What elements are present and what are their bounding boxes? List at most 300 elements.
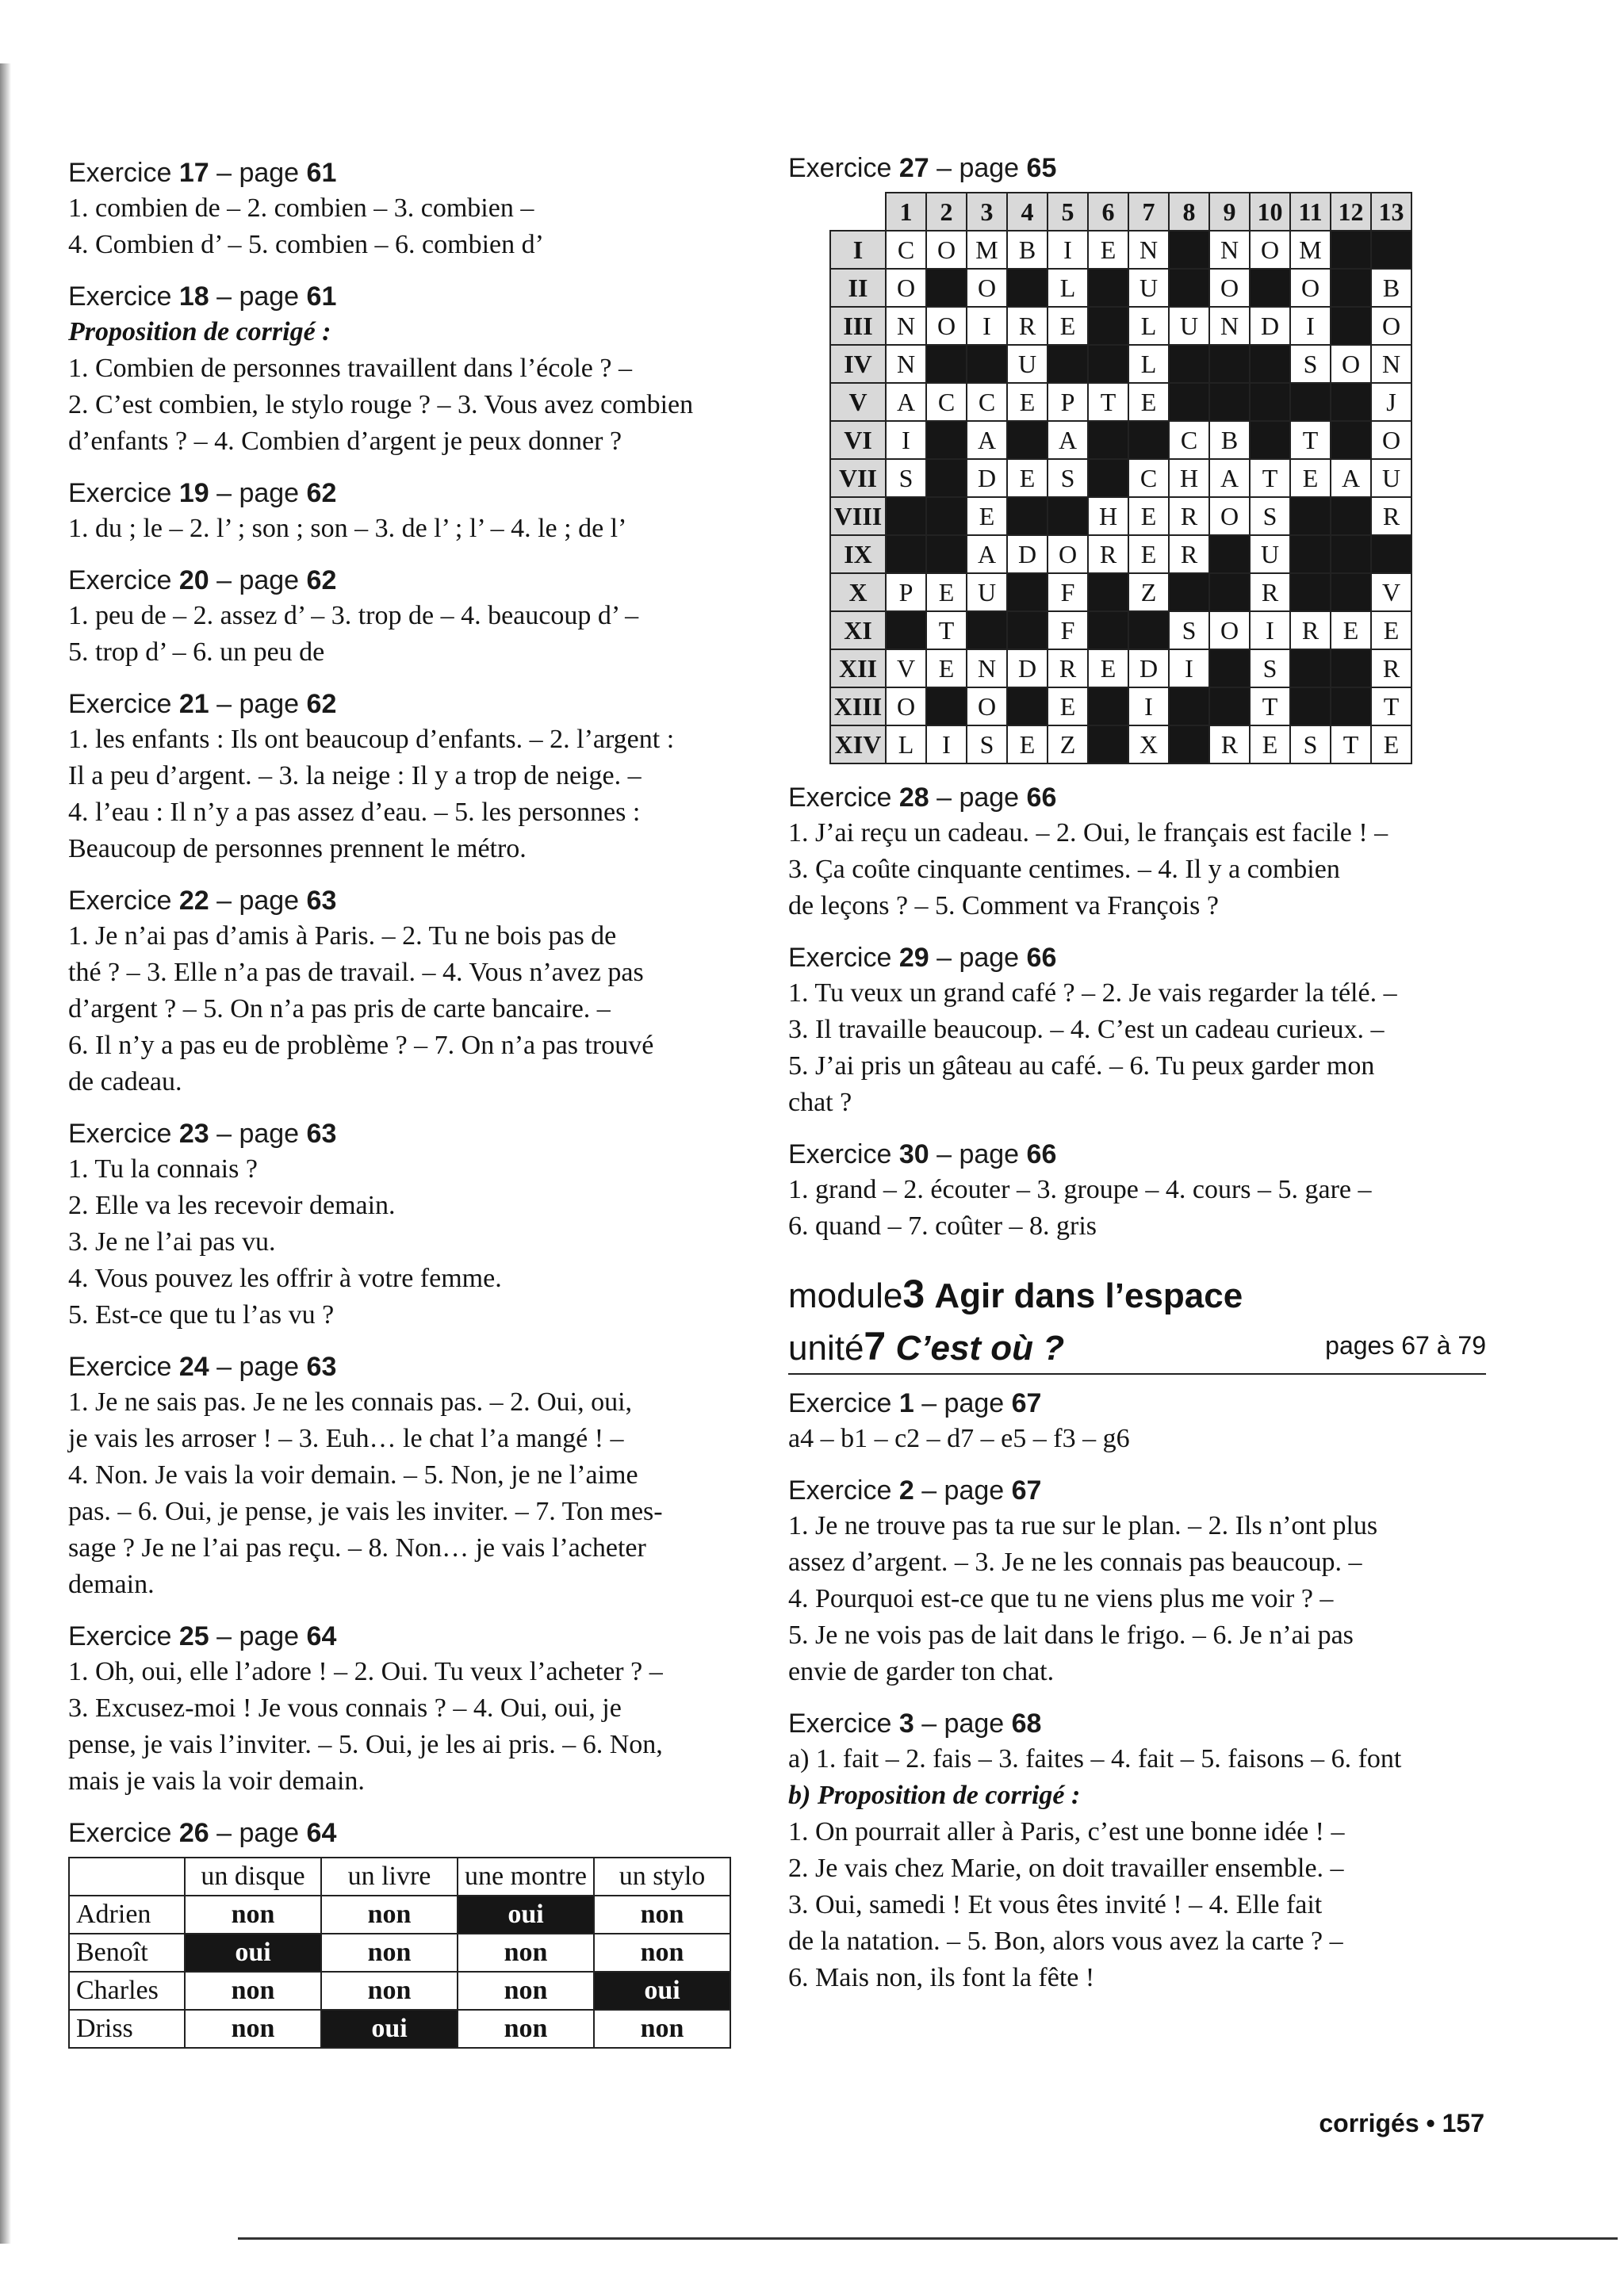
table-row xyxy=(69,1896,730,1934)
crossword-black-cell xyxy=(1048,497,1088,535)
crossword-letter-cell: B xyxy=(1371,269,1411,307)
crossword-black-cell xyxy=(1088,459,1128,497)
exercise-heading xyxy=(68,476,750,511)
crossword-letter-cell: O xyxy=(926,231,967,269)
crossword-column-number: 8 xyxy=(1169,193,1209,231)
exercise-page-sep: – page xyxy=(914,1475,1012,1506)
answer-line: 1. Tu veux un grand café ? – 2. Je vais regarder la télé. – xyxy=(788,978,1397,1008)
answer-line: 2. Je vais chez Marie, on doit travailler ensemble. – xyxy=(788,1854,1344,1883)
exercise-heading xyxy=(68,1349,750,1384)
crossword-letter-cell: V xyxy=(1371,573,1411,611)
crossword-column-number: 11 xyxy=(1290,193,1331,231)
crossword-black-cell xyxy=(926,687,967,725)
module-number: 3 xyxy=(902,1272,925,1316)
table-cell: non xyxy=(594,1896,730,1934)
crossword-letter-cell: E xyxy=(967,497,1007,535)
answer-line: 4. Combien d’ – 5. combien – 6. combien d’ xyxy=(68,230,544,259)
answer-line: de leçons ? – 5. Comment va François ? xyxy=(788,891,1219,920)
crossword-letter-cell: R xyxy=(1048,649,1088,687)
crossword-black-cell xyxy=(1209,687,1250,725)
exercise-18 xyxy=(68,279,750,460)
crossword-letter-cell: O xyxy=(1209,611,1250,649)
table-cell: oui xyxy=(321,2010,458,2048)
crossword-letter-cell: D xyxy=(1007,535,1048,573)
crossword-black-cell xyxy=(1209,345,1250,383)
crossword-black-cell xyxy=(1290,649,1331,687)
crossword-column-number: 10 xyxy=(1250,193,1290,231)
exercise-label: Exercice xyxy=(788,1709,892,1739)
exercise-page-sep: – page xyxy=(929,783,1027,813)
crossword-black-cell xyxy=(1169,725,1209,763)
table-cell: non xyxy=(594,2010,730,2048)
exercise-number: 1 xyxy=(898,1388,914,1418)
exercise-number: 18 xyxy=(178,281,209,312)
module-heading xyxy=(788,1269,1486,1322)
table-cell: oui xyxy=(458,1896,594,1934)
crossword-row xyxy=(830,459,1411,497)
unit7-exercise-1 xyxy=(788,1386,1486,1457)
crossword-row-number: VIII xyxy=(830,497,886,535)
crossword-letter-cell: O xyxy=(1290,269,1331,307)
answer-line: 3. Je ne l’ai pas vu. xyxy=(68,1227,276,1257)
crossword-black-cell xyxy=(1331,497,1371,535)
unit-number: 7 xyxy=(864,1324,887,1368)
crossword-letter-cell: N xyxy=(967,649,1007,687)
crossword-letter-cell: T xyxy=(1290,421,1331,459)
crossword-black-cell xyxy=(886,497,926,535)
crossword-letter-cell: D xyxy=(967,459,1007,497)
exercise-page-number: 63 xyxy=(306,1352,337,1382)
exercise-label: Exercice xyxy=(68,1818,172,1848)
crossword-letter-cell: S xyxy=(1048,459,1088,497)
answer-line: 4. Non. Je vais la voir demain. – 5. Non, je ne l’aime xyxy=(68,1460,638,1490)
exercise-page-number: 66 xyxy=(1026,783,1057,813)
table-cell: non xyxy=(594,1934,730,1972)
crossword-black-cell xyxy=(1128,611,1169,649)
exercise-page-sep: – page xyxy=(914,1709,1012,1739)
answer-line: 1. J’ai reçu un cadeau. – 2. Oui, le français est facile ! – xyxy=(788,818,1388,848)
answer-line: 5. Je ne vois pas de lait dans le frigo. – 6. Je n’ai pas xyxy=(788,1621,1354,1650)
exercise-page-sep: – page xyxy=(209,281,307,312)
table-header-cell: une montre xyxy=(458,1858,594,1896)
exercise-label: Exercice xyxy=(788,1388,892,1418)
exercise-25 xyxy=(68,1619,750,1800)
unit-word: unité xyxy=(788,1329,864,1368)
crossword-letter-cell: E xyxy=(1371,725,1411,763)
crossword-letter-cell: L xyxy=(1048,269,1088,307)
exercise-heading xyxy=(788,1706,1486,1741)
crossword-letter-cell: E xyxy=(1007,383,1048,421)
crossword-black-cell xyxy=(1007,687,1048,725)
exercise-page-number: 62 xyxy=(306,565,337,595)
crossword-letter-cell: O xyxy=(1331,345,1371,383)
exercise-number: 26 xyxy=(178,1818,209,1848)
answer-line: 3. Oui, samedi ! Et vous êtes invité ! – 4. Elle fait xyxy=(788,1890,1323,1919)
crossword-letter-cell: E xyxy=(1128,535,1169,573)
exercise-17 xyxy=(68,155,750,263)
crossword-letter-cell: N xyxy=(1128,231,1169,269)
exercise-page-sep: – page xyxy=(209,1621,307,1651)
exercise-label: Exercice xyxy=(68,281,172,312)
crossword-letter-cell: M xyxy=(967,231,1007,269)
answer-line: 5. J’ai pris un gâteau au café. – 6. Tu peux garder mon xyxy=(788,1051,1375,1081)
crossword-row xyxy=(830,497,1411,535)
table-cell: oui xyxy=(185,1934,321,1972)
exercise-page-number: 62 xyxy=(306,689,337,719)
crossword-letter-cell: I xyxy=(967,307,1007,345)
crossword-letter-cell: O xyxy=(1209,269,1250,307)
crossword-letter-cell: H xyxy=(1169,459,1209,497)
table-header-cell: un disque xyxy=(185,1858,321,1896)
table-row-name: Charles xyxy=(69,1972,185,2010)
crossword-row xyxy=(830,573,1411,611)
exercise-19 xyxy=(68,476,750,547)
crossword-letter-cell: E xyxy=(1128,383,1169,421)
answer-line: 1. Je n’ai pas d’amis à Paris. – 2. Tu ne bois pas de xyxy=(68,921,617,951)
crossword-column-number: 6 xyxy=(1088,193,1128,231)
crossword-letter-cell: S xyxy=(967,725,1007,763)
exercise-26 xyxy=(68,1816,750,2049)
crossword-letter-cell: A xyxy=(967,421,1007,459)
crossword-letter-cell: U xyxy=(1250,535,1290,573)
unit-title: C’est où ? xyxy=(895,1329,1065,1368)
crossword-letter-cell: T xyxy=(1088,383,1128,421)
exercise-number: 29 xyxy=(898,943,929,973)
answer-line: envie de garder ton chat. xyxy=(788,1657,1055,1686)
exercise-heading xyxy=(68,155,750,190)
crossword-letter-cell: C xyxy=(926,383,967,421)
crossword-letter-cell: E xyxy=(926,573,967,611)
exercise-page-number: 63 xyxy=(306,886,337,916)
crossword-letter-cell: R xyxy=(1209,725,1250,763)
crossword-grid xyxy=(829,192,1412,764)
crossword-black-cell xyxy=(1088,611,1128,649)
crossword-row-number: XI xyxy=(830,611,886,649)
crossword-letter-cell: T xyxy=(1371,687,1411,725)
exercise-heading xyxy=(788,1473,1486,1508)
crossword-row-number: III xyxy=(830,307,886,345)
crossword-letter-cell: R xyxy=(1371,649,1411,687)
crossword-black-cell xyxy=(926,269,967,307)
crossword-row xyxy=(830,535,1411,573)
crossword-letter-cell: E xyxy=(1088,649,1128,687)
crossword-letter-cell: H xyxy=(1088,497,1128,535)
crossword-black-cell xyxy=(1290,497,1331,535)
exercise-number: 2 xyxy=(898,1475,914,1506)
answer-line: d’argent ? – 5. On n’a pas pris de carte bancaire. – xyxy=(68,994,611,1024)
crossword-row xyxy=(830,269,1411,307)
crossword-black-cell xyxy=(1088,307,1128,345)
crossword-letter-cell: A xyxy=(1209,459,1250,497)
table-header-cell: un livre xyxy=(321,1858,458,1896)
exercise-number: 19 xyxy=(178,478,209,508)
crossword-black-cell xyxy=(1007,497,1048,535)
crossword-letter-cell: E xyxy=(1088,231,1128,269)
crossword-letter-cell: O xyxy=(1371,307,1411,345)
crossword-letter-cell: T xyxy=(1250,459,1290,497)
crossword-letter-cell: O xyxy=(926,307,967,345)
exercise-24 xyxy=(68,1349,750,1603)
exercise-number: 27 xyxy=(898,153,929,183)
exercise-number: 20 xyxy=(178,565,209,595)
page-footer: corrigés • 157 xyxy=(1319,2109,1484,2137)
crossword-letter-cell: E xyxy=(926,649,967,687)
crossword-letter-cell: D xyxy=(1007,649,1048,687)
crossword-black-cell xyxy=(1371,535,1411,573)
crossword-letter-cell: C xyxy=(886,231,926,269)
crossword-black-cell xyxy=(1290,573,1331,611)
crossword-row xyxy=(830,307,1411,345)
crossword-column-number: 4 xyxy=(1007,193,1048,231)
exercise-label: Exercice xyxy=(788,783,892,813)
crossword-letter-cell: O xyxy=(1209,497,1250,535)
exercise-20 xyxy=(68,563,750,671)
answer-line: 4. Pourquoi est-ce que tu ne viens plus me voir ? – xyxy=(788,1584,1334,1613)
crossword-letter-cell: Z xyxy=(1048,725,1088,763)
exercise-label: Exercice xyxy=(788,1139,892,1169)
crossword-letter-cell: E xyxy=(1290,459,1331,497)
exercise-page-sep: – page xyxy=(929,1139,1027,1169)
crossword-letter-cell: U xyxy=(1007,345,1048,383)
crossword-letter-cell: O xyxy=(886,687,926,725)
crossword-black-cell xyxy=(1169,345,1209,383)
exercise-page-number: 67 xyxy=(1011,1388,1042,1418)
crossword-column-header-row xyxy=(830,193,1411,231)
crossword-black-cell xyxy=(1088,725,1128,763)
table-header-cell: un stylo xyxy=(594,1858,730,1896)
crossword-row-number: V xyxy=(830,383,886,421)
exercise-23 xyxy=(68,1116,750,1334)
crossword-letter-cell: O xyxy=(1250,231,1290,269)
crossword-letter-cell: I xyxy=(1290,307,1331,345)
exercise-subtitle: b) Proposition de corrigé : xyxy=(788,1781,1081,1810)
exercise-number: 24 xyxy=(178,1352,209,1382)
crossword-black-cell xyxy=(1331,307,1371,345)
crossword-column-number: 7 xyxy=(1128,193,1169,231)
crossword-letter-cell: L xyxy=(886,725,926,763)
crossword-letter-cell: J xyxy=(1371,383,1411,421)
crossword-column-number: 2 xyxy=(926,193,967,231)
crossword-letter-cell: E xyxy=(1128,497,1169,535)
bottom-rule xyxy=(238,2237,1618,2240)
answer-line: 4. l’eau : Il n’y a pas assez d’eau. – 5. les personnes : xyxy=(68,798,641,827)
crossword-letter-cell: D xyxy=(1250,307,1290,345)
crossword-black-cell xyxy=(1331,649,1371,687)
exercise-heading xyxy=(68,1816,750,1850)
crossword-row xyxy=(830,345,1411,383)
crossword-letter-cell: I xyxy=(1250,611,1290,649)
crossword-letter-cell: L xyxy=(1128,345,1169,383)
exercise-page-number: 64 xyxy=(306,1621,337,1651)
exercise-label: Exercice xyxy=(68,565,172,595)
crossword-letter-cell: P xyxy=(1048,383,1088,421)
exercise-page-sep: – page xyxy=(209,478,307,508)
crossword-letter-cell: E xyxy=(1048,307,1088,345)
crossword-column-number: 13 xyxy=(1371,193,1411,231)
exercise-number: 30 xyxy=(898,1139,929,1169)
crossword-black-cell xyxy=(1048,345,1088,383)
exercise-label: Exercice xyxy=(68,1621,172,1651)
exercise-page-sep: – page xyxy=(209,1352,307,1382)
crossword-letter-cell: R xyxy=(1290,611,1331,649)
table-row-name: Adrien xyxy=(69,1896,185,1934)
unit7-exercise-2 xyxy=(788,1473,1486,1690)
crossword-black-cell xyxy=(1331,535,1371,573)
exercise-label: Exercice xyxy=(788,1475,892,1506)
crossword-letter-cell: X xyxy=(1128,725,1169,763)
crossword-column-number: 3 xyxy=(967,193,1007,231)
answer-line: 5. trop d’ – 6. un peu de xyxy=(68,637,325,667)
crossword-row xyxy=(830,611,1411,649)
crossword-letter-cell: E xyxy=(1250,725,1290,763)
exercise-page-number: 65 xyxy=(1026,153,1057,183)
crossword-letter-cell: N xyxy=(1371,345,1411,383)
exercise-label: Exercice xyxy=(68,1352,172,1382)
crossword-black-cell xyxy=(926,345,967,383)
exercise-page-number: 61 xyxy=(306,158,337,188)
answer-line: 6. Mais non, ils font la fête ! xyxy=(788,1963,1095,1992)
crossword-letter-cell: N xyxy=(886,307,926,345)
exercise-page-sep: – page xyxy=(209,886,307,916)
exercise-22 xyxy=(68,883,750,1100)
crossword-black-cell xyxy=(1250,421,1290,459)
crossword-letter-cell: C xyxy=(1128,459,1169,497)
exercise-heading xyxy=(788,780,1486,815)
crossword-letter-cell: S xyxy=(1290,725,1331,763)
crossword-black-cell xyxy=(1088,421,1128,459)
answer-line: Il a peu d’argent. – 3. la neige : Il y a trop de neige. – xyxy=(68,761,642,790)
exercise-label: Exercice xyxy=(788,153,892,183)
crossword-black-cell xyxy=(1209,535,1250,573)
answer-line: 4. Vous pouvez les offrir à votre femme. xyxy=(68,1264,502,1293)
exercise-heading xyxy=(68,1116,750,1151)
crossword-row-number: IV xyxy=(830,345,886,383)
crossword-black-cell xyxy=(1250,383,1290,421)
exercise-number: 23 xyxy=(178,1119,209,1149)
exercise-label: Exercice xyxy=(68,158,172,188)
crossword-letter-cell: V xyxy=(886,649,926,687)
crossword-row xyxy=(830,421,1411,459)
answer-line: a4 – b1 – c2 – d7 – e5 – f3 – g6 xyxy=(788,1424,1130,1453)
answer-line: 5. Est-ce que tu l’as vu ? xyxy=(68,1300,335,1330)
exercise-page-sep: – page xyxy=(209,1119,307,1149)
crossword-letter-cell: R xyxy=(1088,535,1128,573)
crossword-letter-cell: E xyxy=(1048,687,1088,725)
exercise-27 xyxy=(788,151,1486,764)
crossword-letter-cell: A xyxy=(886,383,926,421)
crossword-letter-cell: I xyxy=(886,421,926,459)
answer-line-a: a) 1. fait – 2. fais – 3. faites – 4. fait – 5. faisons – 6. font xyxy=(788,1744,1402,1774)
crossword-row-number: XIII xyxy=(830,687,886,725)
answer-line: 2. C’est combien, le stylo rouge ? – 3. Vous avez combien xyxy=(68,390,694,419)
answer-line: 1. combien de – 2. combien – 3. combien – xyxy=(68,193,534,223)
answer-line: thé ? – 3. Elle n’a pas de travail. – 4. Vous n’avez pas xyxy=(68,958,644,987)
crossword-letter-cell: U xyxy=(967,573,1007,611)
crossword-black-cell xyxy=(926,421,967,459)
crossword-black-cell xyxy=(1250,345,1290,383)
answer-line: 6. Il n’y a pas eu de problème ? – 7. On n’a pas trouvé xyxy=(68,1031,654,1060)
crossword-letter-cell: P xyxy=(886,573,926,611)
crossword-letter-cell: R xyxy=(1007,307,1048,345)
crossword-letter-cell: E xyxy=(1007,725,1048,763)
crossword-letter-cell: B xyxy=(1007,231,1048,269)
crossword-letter-cell: T xyxy=(1331,725,1371,763)
crossword-letter-cell: R xyxy=(1169,497,1209,535)
answer-line: demain. xyxy=(68,1570,155,1599)
exercise-heading xyxy=(68,687,750,721)
crossword-black-cell xyxy=(1007,421,1048,459)
exercise-label: Exercice xyxy=(68,886,172,916)
crossword-row-number: II xyxy=(830,269,886,307)
exercise-number: 17 xyxy=(178,158,209,188)
crossword-black-cell xyxy=(1088,345,1128,383)
crossword-black-cell xyxy=(1250,269,1290,307)
exercise-page-number: 66 xyxy=(1026,1139,1057,1169)
crossword-black-cell xyxy=(886,535,926,573)
crossword-letter-cell: R xyxy=(1250,573,1290,611)
crossword-black-cell xyxy=(926,497,967,535)
answer-line: sage ? Je ne l’ai pas reçu. – 8. Non… je vais l’acheter xyxy=(68,1533,646,1563)
crossword-black-cell xyxy=(1169,269,1209,307)
table-cell: non xyxy=(458,2010,594,2048)
crossword-black-cell xyxy=(1371,231,1411,269)
crossword-black-cell xyxy=(1331,231,1371,269)
answer-line: de cadeau. xyxy=(68,1067,182,1096)
table-cell: non xyxy=(458,1972,594,2010)
exercise-label: Exercice xyxy=(68,689,172,719)
exercise-page-number: 66 xyxy=(1026,943,1057,973)
table-cell: non xyxy=(185,1972,321,2010)
answer-line: 3. Il travaille beaucoup. – 4. C’est un cadeau curieux. – xyxy=(788,1015,1385,1044)
exercise-page-sep: – page xyxy=(929,153,1027,183)
crossword-letter-cell: R xyxy=(1371,497,1411,535)
crossword-letter-cell: N xyxy=(1209,307,1250,345)
crossword-letter-cell: A xyxy=(967,535,1007,573)
crossword-letter-cell: S xyxy=(1250,649,1290,687)
crossword-row-number: XII xyxy=(830,649,886,687)
unit-heading xyxy=(788,1322,1486,1375)
table-cell: oui xyxy=(594,1972,730,2010)
crossword-letter-cell: B xyxy=(1209,421,1250,459)
crossword-column-number: 1 xyxy=(886,193,926,231)
crossword-row-number: VI xyxy=(830,421,886,459)
table-header-cell xyxy=(69,1858,185,1896)
crossword-letter-cell: E xyxy=(1007,459,1048,497)
table-row-name: Driss xyxy=(69,2010,185,2048)
exercise-number: 3 xyxy=(898,1709,914,1739)
answer-line: 1. les enfants : Ils ont beaucoup d’enfants. – 2. l’argent : xyxy=(68,725,675,754)
crossword-letter-cell: T xyxy=(1250,687,1290,725)
crossword-black-cell xyxy=(1128,421,1169,459)
crossword-letter-cell: I xyxy=(1048,231,1088,269)
book-spine-shadow xyxy=(0,63,11,2244)
exercise-page-number: 63 xyxy=(306,1119,337,1149)
exercise-heading xyxy=(788,940,1486,975)
exercise-page-sep: – page xyxy=(209,689,307,719)
right-column xyxy=(788,151,1486,2012)
left-column xyxy=(68,155,750,2064)
crossword-letter-cell: U xyxy=(1169,307,1209,345)
exercise-heading xyxy=(68,563,750,598)
table-cell: non xyxy=(321,1972,458,2010)
crossword-black-cell xyxy=(1331,687,1371,725)
crossword-letter-cell: C xyxy=(967,383,1007,421)
answer-line: Beaucoup de personnes prennent le métro. xyxy=(68,834,527,863)
crossword-letter-cell: U xyxy=(1128,269,1169,307)
crossword-black-cell xyxy=(926,535,967,573)
exercise-page-number: 64 xyxy=(306,1818,337,1848)
crossword-row xyxy=(830,383,1411,421)
